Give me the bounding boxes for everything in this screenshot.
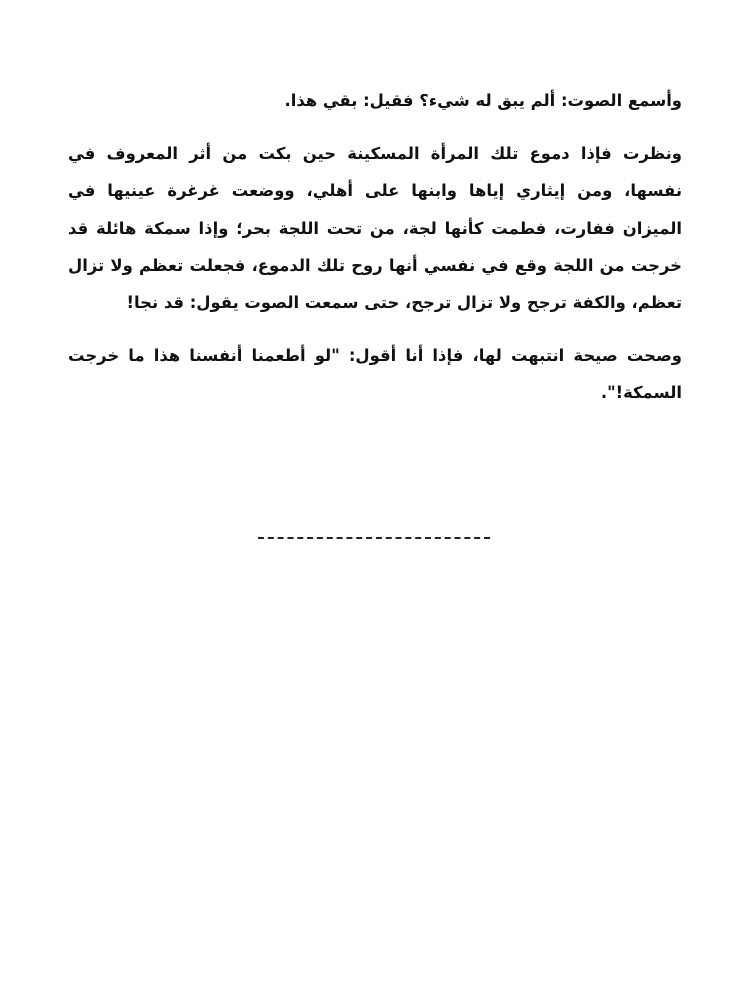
paragraph-1: وأسمع الصوت: ألم يبق له شيء؟ فقيل: بقي هذا. [284,91,682,110]
section-divider [258,523,490,539]
document-body [68,82,682,412]
paragraph-3: وصحت صيحة انتبهت لها، فإذا أنا أقول: "لو أطعمنا أنفسنا هذا ما خرجت السمكة!". [68,346,682,403]
paragraph-2: ونظرت فإذا دموع تلك المرأة المسكينة حين بكت من أثر المعروف في نفسها، ومن إيثاري إياها وابنها على أهلي، ووضعت غرغرة عينيها في الميزان ففارت، فطمت كأنها لجة، من تحت اللجة بحر؛ وإذا سمكة هائلة قد خرجت من اللجة وقع في نفسي أنها روح تلك الدموع، فجعلت تعظم ولا تزال تعظم، والكفة ترجح ولا تزال ترجح، حتى سمعت الصوت يقول: قد نجا! [68,144,682,313]
